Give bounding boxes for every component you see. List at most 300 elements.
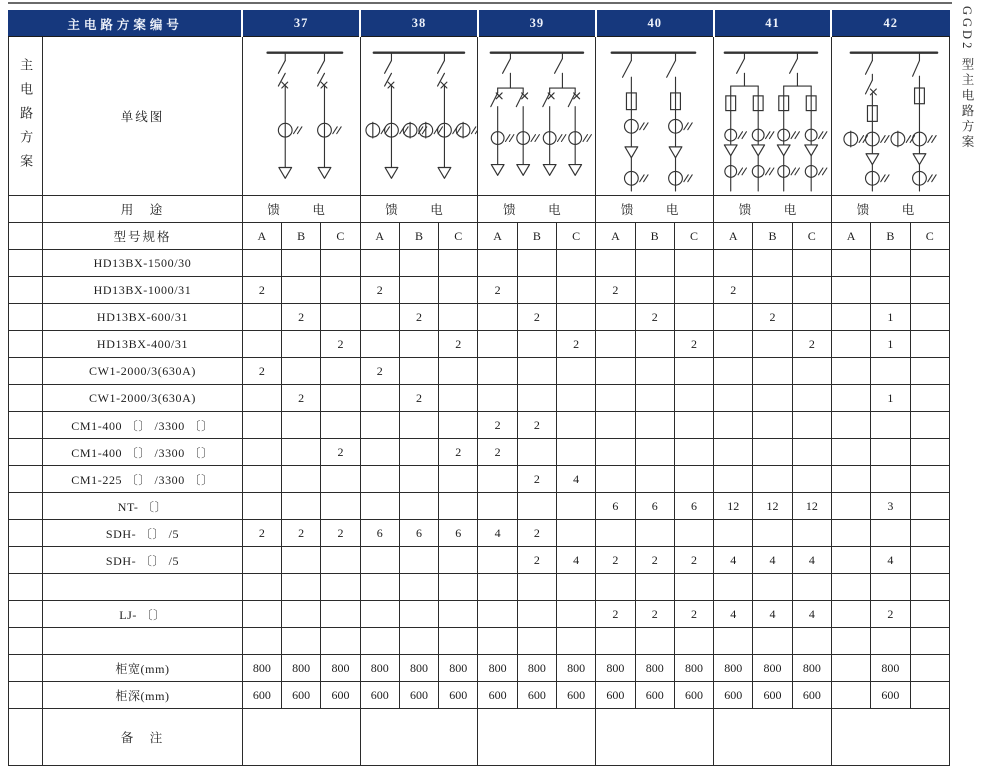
spec-column-letter: B bbox=[635, 223, 674, 250]
value-cell bbox=[556, 358, 595, 385]
value-cell: 2 bbox=[242, 358, 281, 385]
value-cell bbox=[714, 304, 753, 331]
value-cell bbox=[674, 466, 713, 493]
value-cell bbox=[321, 466, 360, 493]
value-cell bbox=[910, 601, 949, 628]
value-cell: 1 bbox=[871, 304, 910, 331]
spacer-cell bbox=[9, 196, 43, 223]
value-cell bbox=[871, 412, 910, 439]
value-cell bbox=[478, 574, 517, 601]
value-cell: 2 bbox=[360, 358, 399, 385]
value-cell bbox=[831, 655, 870, 682]
value-cell bbox=[792, 358, 831, 385]
value-cell bbox=[871, 358, 910, 385]
value-cell bbox=[360, 601, 399, 628]
spacer-cell bbox=[9, 223, 43, 250]
spec-column-letter: A bbox=[478, 223, 517, 250]
value-cell: 12 bbox=[792, 493, 831, 520]
value-cell bbox=[556, 412, 595, 439]
value-cell bbox=[792, 628, 831, 655]
value-cell bbox=[282, 466, 321, 493]
value-cell: 2 bbox=[242, 520, 281, 547]
vertical-section-label: 主电路方案 bbox=[18, 58, 34, 178]
value-cell: 6 bbox=[596, 493, 635, 520]
value-cell bbox=[714, 250, 753, 277]
value-cell bbox=[596, 250, 635, 277]
single-line-diagram-41 bbox=[714, 37, 832, 196]
value-cell bbox=[753, 250, 792, 277]
value-cell: 2 bbox=[556, 331, 595, 358]
header-title-cell: 主电路方案编号 bbox=[9, 11, 243, 37]
value-cell bbox=[439, 412, 478, 439]
value-cell: 800 bbox=[556, 655, 595, 682]
value-cell: 800 bbox=[242, 655, 281, 682]
value-cell bbox=[399, 601, 438, 628]
value-cell bbox=[910, 412, 949, 439]
value-cell bbox=[831, 385, 870, 412]
value-cell bbox=[910, 682, 949, 709]
spec-column-letter: C bbox=[439, 223, 478, 250]
value-cell bbox=[478, 358, 517, 385]
table-row bbox=[9, 655, 950, 682]
value-cell bbox=[517, 358, 556, 385]
value-cell: 600 bbox=[517, 682, 556, 709]
value-cell bbox=[831, 304, 870, 331]
spacer-cell bbox=[9, 628, 43, 655]
value-cell bbox=[792, 412, 831, 439]
value-cell: 800 bbox=[360, 655, 399, 682]
value-cell bbox=[792, 439, 831, 466]
value-cell bbox=[321, 304, 360, 331]
value-cell bbox=[674, 520, 713, 547]
value-cell bbox=[282, 277, 321, 304]
vertical-section-label-cell bbox=[9, 37, 43, 196]
row-label: HD13BX-400/31 bbox=[43, 331, 242, 358]
value-cell: 800 bbox=[792, 655, 831, 682]
value-cell bbox=[871, 628, 910, 655]
value-cell bbox=[399, 277, 438, 304]
spec-header-row bbox=[9, 223, 950, 250]
value-cell bbox=[439, 574, 478, 601]
value-cell bbox=[674, 439, 713, 466]
value-cell: 2 bbox=[674, 601, 713, 628]
usage-value: 馈 电 bbox=[596, 196, 714, 223]
value-cell bbox=[753, 466, 792, 493]
value-cell: 4 bbox=[478, 520, 517, 547]
spacer-cell bbox=[9, 574, 43, 601]
value-cell bbox=[871, 439, 910, 466]
value-cell: 2 bbox=[517, 304, 556, 331]
spec-column-letter: C bbox=[910, 223, 949, 250]
value-cell bbox=[714, 331, 753, 358]
spacer-cell bbox=[9, 709, 43, 766]
value-cell bbox=[635, 520, 674, 547]
value-cell: 4 bbox=[714, 547, 753, 574]
value-cell: 6 bbox=[399, 520, 438, 547]
value-cell bbox=[596, 385, 635, 412]
value-cell: 4 bbox=[714, 601, 753, 628]
value-cell: 4 bbox=[556, 466, 595, 493]
value-cell: 2 bbox=[321, 331, 360, 358]
value-cell bbox=[242, 385, 281, 412]
value-cell: 800 bbox=[321, 655, 360, 682]
value-cell bbox=[360, 439, 399, 466]
value-cell bbox=[399, 547, 438, 574]
value-cell bbox=[714, 466, 753, 493]
side-title: GGD2 型主电路方案 bbox=[960, 6, 974, 151]
usage-value: 馈 电 bbox=[242, 196, 360, 223]
value-cell bbox=[635, 412, 674, 439]
value-cell bbox=[282, 493, 321, 520]
single-line-diagram-40 bbox=[596, 37, 714, 196]
value-cell bbox=[831, 601, 870, 628]
spacer-cell bbox=[9, 331, 43, 358]
value-cell bbox=[635, 439, 674, 466]
value-cell: 600 bbox=[282, 682, 321, 709]
spacer-cell bbox=[9, 358, 43, 385]
value-cell bbox=[399, 412, 438, 439]
table-row bbox=[9, 547, 950, 574]
spacer-cell bbox=[9, 250, 43, 277]
value-cell bbox=[517, 493, 556, 520]
remark-cell bbox=[360, 709, 478, 766]
remark-cell bbox=[831, 709, 949, 766]
value-cell bbox=[831, 250, 870, 277]
spacer-cell bbox=[9, 493, 43, 520]
header-scheme-number-42: 42 bbox=[831, 11, 949, 37]
value-cell bbox=[910, 331, 949, 358]
usage-value: 馈 电 bbox=[714, 196, 832, 223]
spacer-cell bbox=[9, 520, 43, 547]
value-cell bbox=[871, 250, 910, 277]
value-cell bbox=[596, 412, 635, 439]
value-cell: 2 bbox=[360, 277, 399, 304]
value-cell bbox=[596, 628, 635, 655]
value-cell bbox=[242, 574, 281, 601]
main-circuit-scheme-table bbox=[8, 10, 950, 766]
circuit-diagram-svg-41 bbox=[714, 37, 831, 193]
value-cell bbox=[674, 277, 713, 304]
value-cell: 2 bbox=[753, 304, 792, 331]
row-label: CM1-400 〔〕 /3300 〔〕 bbox=[43, 412, 242, 439]
table-row bbox=[9, 412, 950, 439]
value-cell: 2 bbox=[282, 385, 321, 412]
value-cell bbox=[596, 331, 635, 358]
table-row bbox=[9, 304, 950, 331]
spacer-cell bbox=[9, 466, 43, 493]
value-cell bbox=[831, 277, 870, 304]
value-cell bbox=[282, 439, 321, 466]
value-cell: 600 bbox=[596, 682, 635, 709]
value-cell bbox=[792, 574, 831, 601]
value-cell bbox=[321, 385, 360, 412]
value-cell bbox=[517, 628, 556, 655]
value-cell bbox=[910, 493, 949, 520]
value-cell bbox=[674, 304, 713, 331]
value-cell bbox=[792, 304, 831, 331]
value-cell bbox=[635, 250, 674, 277]
value-cell: 4 bbox=[792, 547, 831, 574]
value-cell bbox=[517, 601, 556, 628]
value-cell: 6 bbox=[360, 520, 399, 547]
value-cell bbox=[478, 331, 517, 358]
spec-column-letter: C bbox=[674, 223, 713, 250]
single-line-diagram-37 bbox=[242, 37, 360, 196]
value-cell: 1 bbox=[871, 331, 910, 358]
value-cell bbox=[478, 250, 517, 277]
value-cell bbox=[910, 277, 949, 304]
row-label: HD13BX-1000/31 bbox=[43, 277, 242, 304]
value-cell bbox=[282, 358, 321, 385]
value-cell bbox=[321, 493, 360, 520]
value-cell: 600 bbox=[556, 682, 595, 709]
value-cell: 4 bbox=[871, 547, 910, 574]
value-cell: 2 bbox=[439, 331, 478, 358]
value-cell bbox=[753, 439, 792, 466]
spacer-cell bbox=[9, 277, 43, 304]
value-cell bbox=[556, 574, 595, 601]
value-cell bbox=[871, 277, 910, 304]
value-cell bbox=[674, 250, 713, 277]
value-cell bbox=[242, 601, 281, 628]
value-cell bbox=[399, 574, 438, 601]
value-cell bbox=[321, 547, 360, 574]
value-cell bbox=[556, 601, 595, 628]
value-cell: 800 bbox=[596, 655, 635, 682]
value-cell bbox=[910, 250, 949, 277]
value-cell bbox=[439, 493, 478, 520]
circuit-diagram-svg-38 bbox=[361, 37, 478, 193]
value-cell bbox=[635, 358, 674, 385]
value-cell bbox=[910, 385, 949, 412]
value-cell bbox=[242, 493, 281, 520]
value-cell bbox=[910, 655, 949, 682]
value-cell bbox=[635, 466, 674, 493]
value-cell bbox=[831, 547, 870, 574]
value-cell: 2 bbox=[478, 277, 517, 304]
value-cell bbox=[439, 304, 478, 331]
value-cell: 600 bbox=[439, 682, 478, 709]
row-label: CW1-2000/3(630A) bbox=[43, 385, 242, 412]
header-scheme-number-38: 38 bbox=[360, 11, 478, 37]
value-cell bbox=[674, 385, 713, 412]
value-cell: 6 bbox=[635, 493, 674, 520]
value-cell bbox=[439, 250, 478, 277]
value-cell: 600 bbox=[321, 682, 360, 709]
value-cell: 12 bbox=[753, 493, 792, 520]
remark-row bbox=[9, 709, 950, 766]
row-label: HD13BX-600/31 bbox=[43, 304, 242, 331]
value-cell bbox=[439, 628, 478, 655]
value-cell bbox=[282, 250, 321, 277]
value-cell: 2 bbox=[282, 304, 321, 331]
value-cell bbox=[635, 574, 674, 601]
value-cell bbox=[321, 601, 360, 628]
spacer-cell bbox=[9, 547, 43, 574]
value-cell bbox=[242, 547, 281, 574]
single-line-diagram-38 bbox=[360, 37, 478, 196]
spec-column-letter: B bbox=[753, 223, 792, 250]
value-cell bbox=[399, 250, 438, 277]
value-cell: 600 bbox=[714, 682, 753, 709]
value-cell bbox=[753, 628, 792, 655]
value-cell bbox=[439, 358, 478, 385]
spacer-cell bbox=[9, 385, 43, 412]
table-row bbox=[9, 277, 950, 304]
value-cell bbox=[674, 628, 713, 655]
value-cell bbox=[714, 574, 753, 601]
diagram-row-label: 单线图 bbox=[43, 37, 242, 196]
value-cell bbox=[282, 628, 321, 655]
value-cell bbox=[792, 250, 831, 277]
value-cell bbox=[831, 358, 870, 385]
value-cell bbox=[282, 412, 321, 439]
diagram-row bbox=[9, 37, 950, 196]
value-cell bbox=[831, 439, 870, 466]
value-cell: 2 bbox=[282, 520, 321, 547]
spacer-cell bbox=[9, 655, 43, 682]
value-cell bbox=[635, 331, 674, 358]
value-cell: 2 bbox=[242, 277, 281, 304]
value-cell bbox=[439, 277, 478, 304]
spec-column-letter: C bbox=[556, 223, 595, 250]
value-cell bbox=[360, 574, 399, 601]
value-cell: 2 bbox=[478, 412, 517, 439]
value-cell bbox=[831, 412, 870, 439]
value-cell: 2 bbox=[596, 601, 635, 628]
value-cell bbox=[714, 412, 753, 439]
value-cell bbox=[753, 331, 792, 358]
value-cell: 600 bbox=[478, 682, 517, 709]
value-cell: 2 bbox=[635, 601, 674, 628]
value-cell bbox=[282, 574, 321, 601]
value-cell bbox=[321, 358, 360, 385]
usage-value: 馈 电 bbox=[831, 196, 949, 223]
value-cell bbox=[478, 493, 517, 520]
value-cell bbox=[556, 304, 595, 331]
value-cell bbox=[282, 601, 321, 628]
value-cell: 4 bbox=[792, 601, 831, 628]
value-cell bbox=[242, 250, 281, 277]
value-cell: 2 bbox=[439, 439, 478, 466]
value-cell: 800 bbox=[478, 655, 517, 682]
value-cell bbox=[360, 412, 399, 439]
value-cell: 4 bbox=[753, 547, 792, 574]
value-cell: 2 bbox=[635, 547, 674, 574]
value-cell bbox=[399, 628, 438, 655]
value-cell bbox=[321, 628, 360, 655]
usage-label: 用 途 bbox=[43, 196, 242, 223]
value-cell bbox=[871, 520, 910, 547]
value-cell bbox=[282, 547, 321, 574]
value-cell: 600 bbox=[753, 682, 792, 709]
table-row bbox=[9, 574, 950, 601]
header-scheme-number-40: 40 bbox=[596, 11, 714, 37]
value-cell bbox=[321, 250, 360, 277]
value-cell: 600 bbox=[360, 682, 399, 709]
value-cell bbox=[753, 385, 792, 412]
value-cell: 2 bbox=[792, 331, 831, 358]
value-cell bbox=[910, 304, 949, 331]
table-row bbox=[9, 466, 950, 493]
value-cell bbox=[478, 547, 517, 574]
usage-value: 馈 电 bbox=[478, 196, 596, 223]
spec-column-letter: C bbox=[321, 223, 360, 250]
value-cell bbox=[242, 439, 281, 466]
value-cell bbox=[753, 412, 792, 439]
value-cell bbox=[831, 466, 870, 493]
value-cell bbox=[517, 574, 556, 601]
circuit-diagram-svg-40 bbox=[596, 37, 713, 193]
table-row bbox=[9, 439, 950, 466]
spec-column-letter: A bbox=[596, 223, 635, 250]
table-row bbox=[9, 331, 950, 358]
value-cell: 800 bbox=[517, 655, 556, 682]
value-cell bbox=[478, 628, 517, 655]
value-cell bbox=[360, 250, 399, 277]
value-cell bbox=[556, 277, 595, 304]
spacer-cell bbox=[9, 439, 43, 466]
header-scheme-number-41: 41 bbox=[714, 11, 832, 37]
value-cell: 800 bbox=[399, 655, 438, 682]
value-cell: 1 bbox=[871, 385, 910, 412]
value-cell: 2 bbox=[596, 547, 635, 574]
value-cell: 2 bbox=[399, 385, 438, 412]
value-cell: 2 bbox=[478, 439, 517, 466]
spec-column-letter: A bbox=[831, 223, 870, 250]
value-cell bbox=[321, 277, 360, 304]
value-cell: 600 bbox=[242, 682, 281, 709]
value-cell bbox=[556, 520, 595, 547]
value-cell bbox=[910, 628, 949, 655]
table-row bbox=[9, 358, 950, 385]
value-cell: 12 bbox=[714, 493, 753, 520]
value-cell: 800 bbox=[753, 655, 792, 682]
row-label: HD13BX-1500/30 bbox=[43, 250, 242, 277]
value-cell: 2 bbox=[321, 520, 360, 547]
value-cell bbox=[360, 385, 399, 412]
value-cell: 800 bbox=[282, 655, 321, 682]
value-cell: 600 bbox=[399, 682, 438, 709]
value-cell bbox=[360, 547, 399, 574]
value-cell: 2 bbox=[714, 277, 753, 304]
value-cell: 2 bbox=[517, 466, 556, 493]
value-cell bbox=[596, 574, 635, 601]
value-cell: 2 bbox=[517, 412, 556, 439]
spec-column-letter: B bbox=[399, 223, 438, 250]
value-cell bbox=[478, 304, 517, 331]
spec-column-letter: C bbox=[792, 223, 831, 250]
value-cell bbox=[399, 493, 438, 520]
header-scheme-number-39: 39 bbox=[478, 11, 596, 37]
value-cell: 600 bbox=[674, 682, 713, 709]
value-cell bbox=[556, 250, 595, 277]
value-cell bbox=[792, 520, 831, 547]
value-cell bbox=[792, 385, 831, 412]
value-cell bbox=[831, 574, 870, 601]
row-label: CM1-400 〔〕 /3300 〔〕 bbox=[43, 439, 242, 466]
value-cell bbox=[399, 331, 438, 358]
value-cell bbox=[556, 628, 595, 655]
spec-column-letter: A bbox=[360, 223, 399, 250]
value-cell: 2 bbox=[517, 547, 556, 574]
value-cell bbox=[831, 493, 870, 520]
value-cell: 2 bbox=[871, 601, 910, 628]
remark-cell bbox=[478, 709, 596, 766]
value-cell bbox=[321, 574, 360, 601]
value-cell bbox=[596, 520, 635, 547]
value-cell bbox=[596, 466, 635, 493]
